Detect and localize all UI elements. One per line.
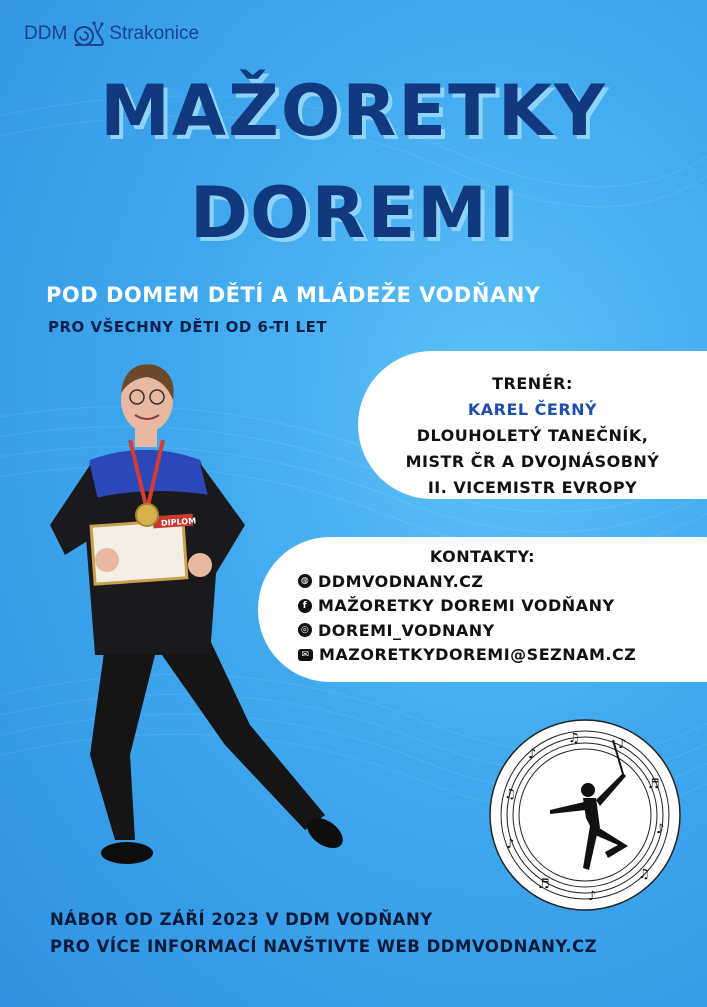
trainer-photo: [35, 355, 355, 900]
logo-text-ddm: DDM: [24, 23, 68, 44]
contact-text: MAŽORETKY DOREMI VODŇANY: [318, 596, 615, 616]
svg-text:♪: ♪: [588, 889, 597, 904]
svg-text:♪: ♪: [656, 822, 665, 837]
subtitle: POD DOMEM DĚTÍ A MLÁDEŽE VODŇANY: [46, 283, 541, 307]
footer-line-1: NÁBOR OD ZÁŘÍ 2023 V DDM VODŇANY: [50, 910, 433, 929]
svg-text:♬: ♬: [648, 777, 660, 792]
snail-icon: [71, 20, 105, 48]
svg-text:♪: ♪: [618, 737, 627, 752]
tagline: PRO VŠECHNY DĚTI OD 6-TI LET: [48, 318, 328, 336]
trainer-card: [358, 351, 707, 499]
svg-text:♫: ♫: [638, 867, 650, 882]
majorette-emblem: [488, 718, 682, 912]
title-line-2: DOREMI: [189, 172, 518, 254]
svg-text:♫: ♫: [568, 731, 580, 746]
title-line-1: MAŽORETKY: [100, 70, 607, 152]
trainer-name: KAREL ČERNÝ: [467, 400, 598, 419]
contact-facebook[interactable]: [298, 594, 707, 619]
contacts-heading: KONTAKTY:: [429, 547, 536, 566]
diploma-label: DIPLOM: [160, 516, 197, 528]
trainer-description-line: II. VICEMISTR EVROPY: [427, 478, 638, 497]
footer-line-2: PRO VÍCE INFORMACÍ NAVŠTIVTE WEB DDMVODNANY.CZ: [50, 937, 598, 956]
svg-text:♬: ♬: [538, 877, 550, 892]
contact-website[interactable]: [298, 569, 707, 594]
trainer-description-line: MISTR ČR A DVOJNÁSOBNÝ: [405, 452, 660, 471]
ddm-strakonice-logo: [24, 20, 199, 48]
svg-text:♫: ♫: [504, 787, 516, 802]
facebook-icon: f: [298, 599, 312, 613]
contact-text: DOREMI_VODNANY: [318, 620, 495, 640]
logo-text-strakonice: Strakonice: [109, 23, 200, 44]
globe-icon: ◍: [298, 574, 312, 588]
instagram-icon: ◎: [298, 623, 312, 637]
contact-email[interactable]: [298, 643, 707, 668]
mail-icon: ✉: [298, 649, 313, 661]
trainer-description-line: DLOUHOLETÝ TANEČNÍK,: [416, 426, 649, 445]
contact-text: MAZORETKYDOREMI@SEZNAM.CZ: [319, 645, 637, 665]
contact-instagram[interactable]: [298, 618, 707, 643]
contact-text: DDMVODNANY.CZ: [318, 571, 484, 591]
trainer-heading: TRENÉR:: [492, 374, 573, 393]
svg-text:♪: ♪: [506, 837, 515, 852]
svg-text:♪: ♪: [528, 747, 537, 762]
